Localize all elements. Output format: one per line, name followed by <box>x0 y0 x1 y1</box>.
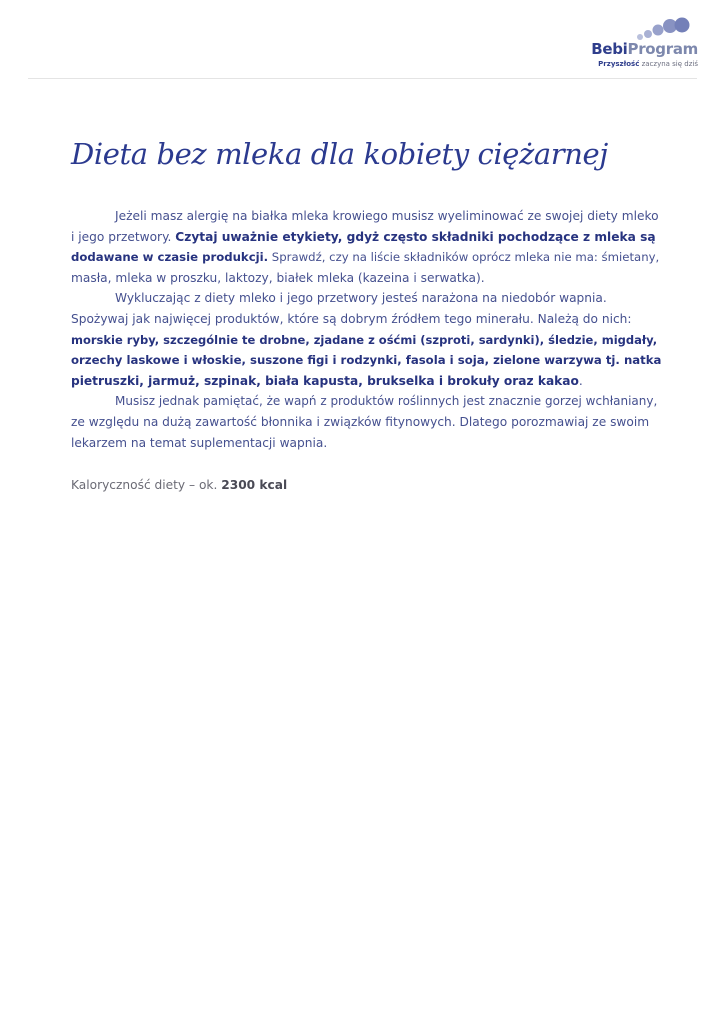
body-line <box>71 433 661 454</box>
article-body <box>71 206 661 453</box>
body-text-emphasis: pietruszki, jarmuż, szpinak, biała kapusta, brukselka i brokuły oraz kakao <box>71 373 579 388</box>
bebiprogram-logo[interactable] <box>588 14 698 72</box>
logo-tagline-bold: Przyszłość <box>598 60 640 68</box>
body-text: Wykluczając z diety mleko i jego przetwory jesteś narażona na niedobór wapnia. <box>115 291 607 306</box>
body-line <box>71 391 661 412</box>
body-text: ze względu na dużą zawartość błonnika i związków fitynowych. Dlatego porozmawiaj ze swoim <box>71 414 650 429</box>
logo-tagline <box>598 60 698 68</box>
calorie-label: Kaloryczność diety – ok. <box>71 478 222 492</box>
body-line <box>71 268 661 289</box>
page-title: Dieta bez mleka dla kobiety ciężarnej <box>71 137 608 171</box>
body-text-emphasis: Czytaj uważnie etykiety, gdyż często składniki pochodzące z mleka są <box>175 229 656 244</box>
body-line <box>71 227 661 248</box>
body-text: Musisz jednak pamiętać, że wapń z produktów roślinnych jest znacznie gorzej wchłaniany, <box>115 394 658 409</box>
calorie-info <box>71 475 287 495</box>
page-header <box>0 0 725 80</box>
body-line <box>71 309 661 330</box>
logo-wordmark-program: Program <box>627 40 698 58</box>
logo-bubbles-icon <box>634 16 690 42</box>
body-text: Jeżeli masz alergię na białka mleka krowiego musisz wyeliminować ze swojej diety mleko <box>115 209 659 223</box>
body-text: masła, mleka w proszku, laktozy, białek mleka (kazeina i serwatka). <box>71 270 485 285</box>
body-text-emphasis: morskie ryby, szczególnie te drobne, zjadane z ośćmi (szproti, sardynki), śledzie, migdały, <box>71 332 658 347</box>
calorie-value: 2300 kcal <box>221 478 288 492</box>
body-line <box>71 288 661 309</box>
body-text: . <box>578 373 583 388</box>
body-text: lekarzem na temat suplementacji wapnia. <box>71 435 328 450</box>
body-text: Spożywaj jak najwięcej produktów, które są dobrym źródłem tego minerału. Należą do nich: <box>71 311 632 326</box>
logo-wordmark-bebi: Bebi <box>591 40 628 58</box>
body-text: i jego przetwory. <box>71 229 176 244</box>
header-divider <box>28 78 697 79</box>
body-text: Sprawdź, czy na liście składników oprócz mleka nie ma: śmietany, <box>268 250 660 265</box>
body-line <box>71 371 661 392</box>
body-line <box>71 247 661 268</box>
body-text-emphasis: orzechy laskowe i włoskie, suszone figi i rodzynki, fasola i soja, zielone warzywa tj. natka <box>71 353 662 368</box>
logo-wordmark <box>591 40 698 58</box>
body-line <box>71 330 661 351</box>
body-line <box>71 412 661 433</box>
body-text-emphasis: dodawane w czasie produkcji. <box>71 250 269 265</box>
logo-tagline-rest: zaczyna się dziś <box>639 60 698 68</box>
body-line <box>71 206 661 227</box>
body-line <box>71 350 661 371</box>
